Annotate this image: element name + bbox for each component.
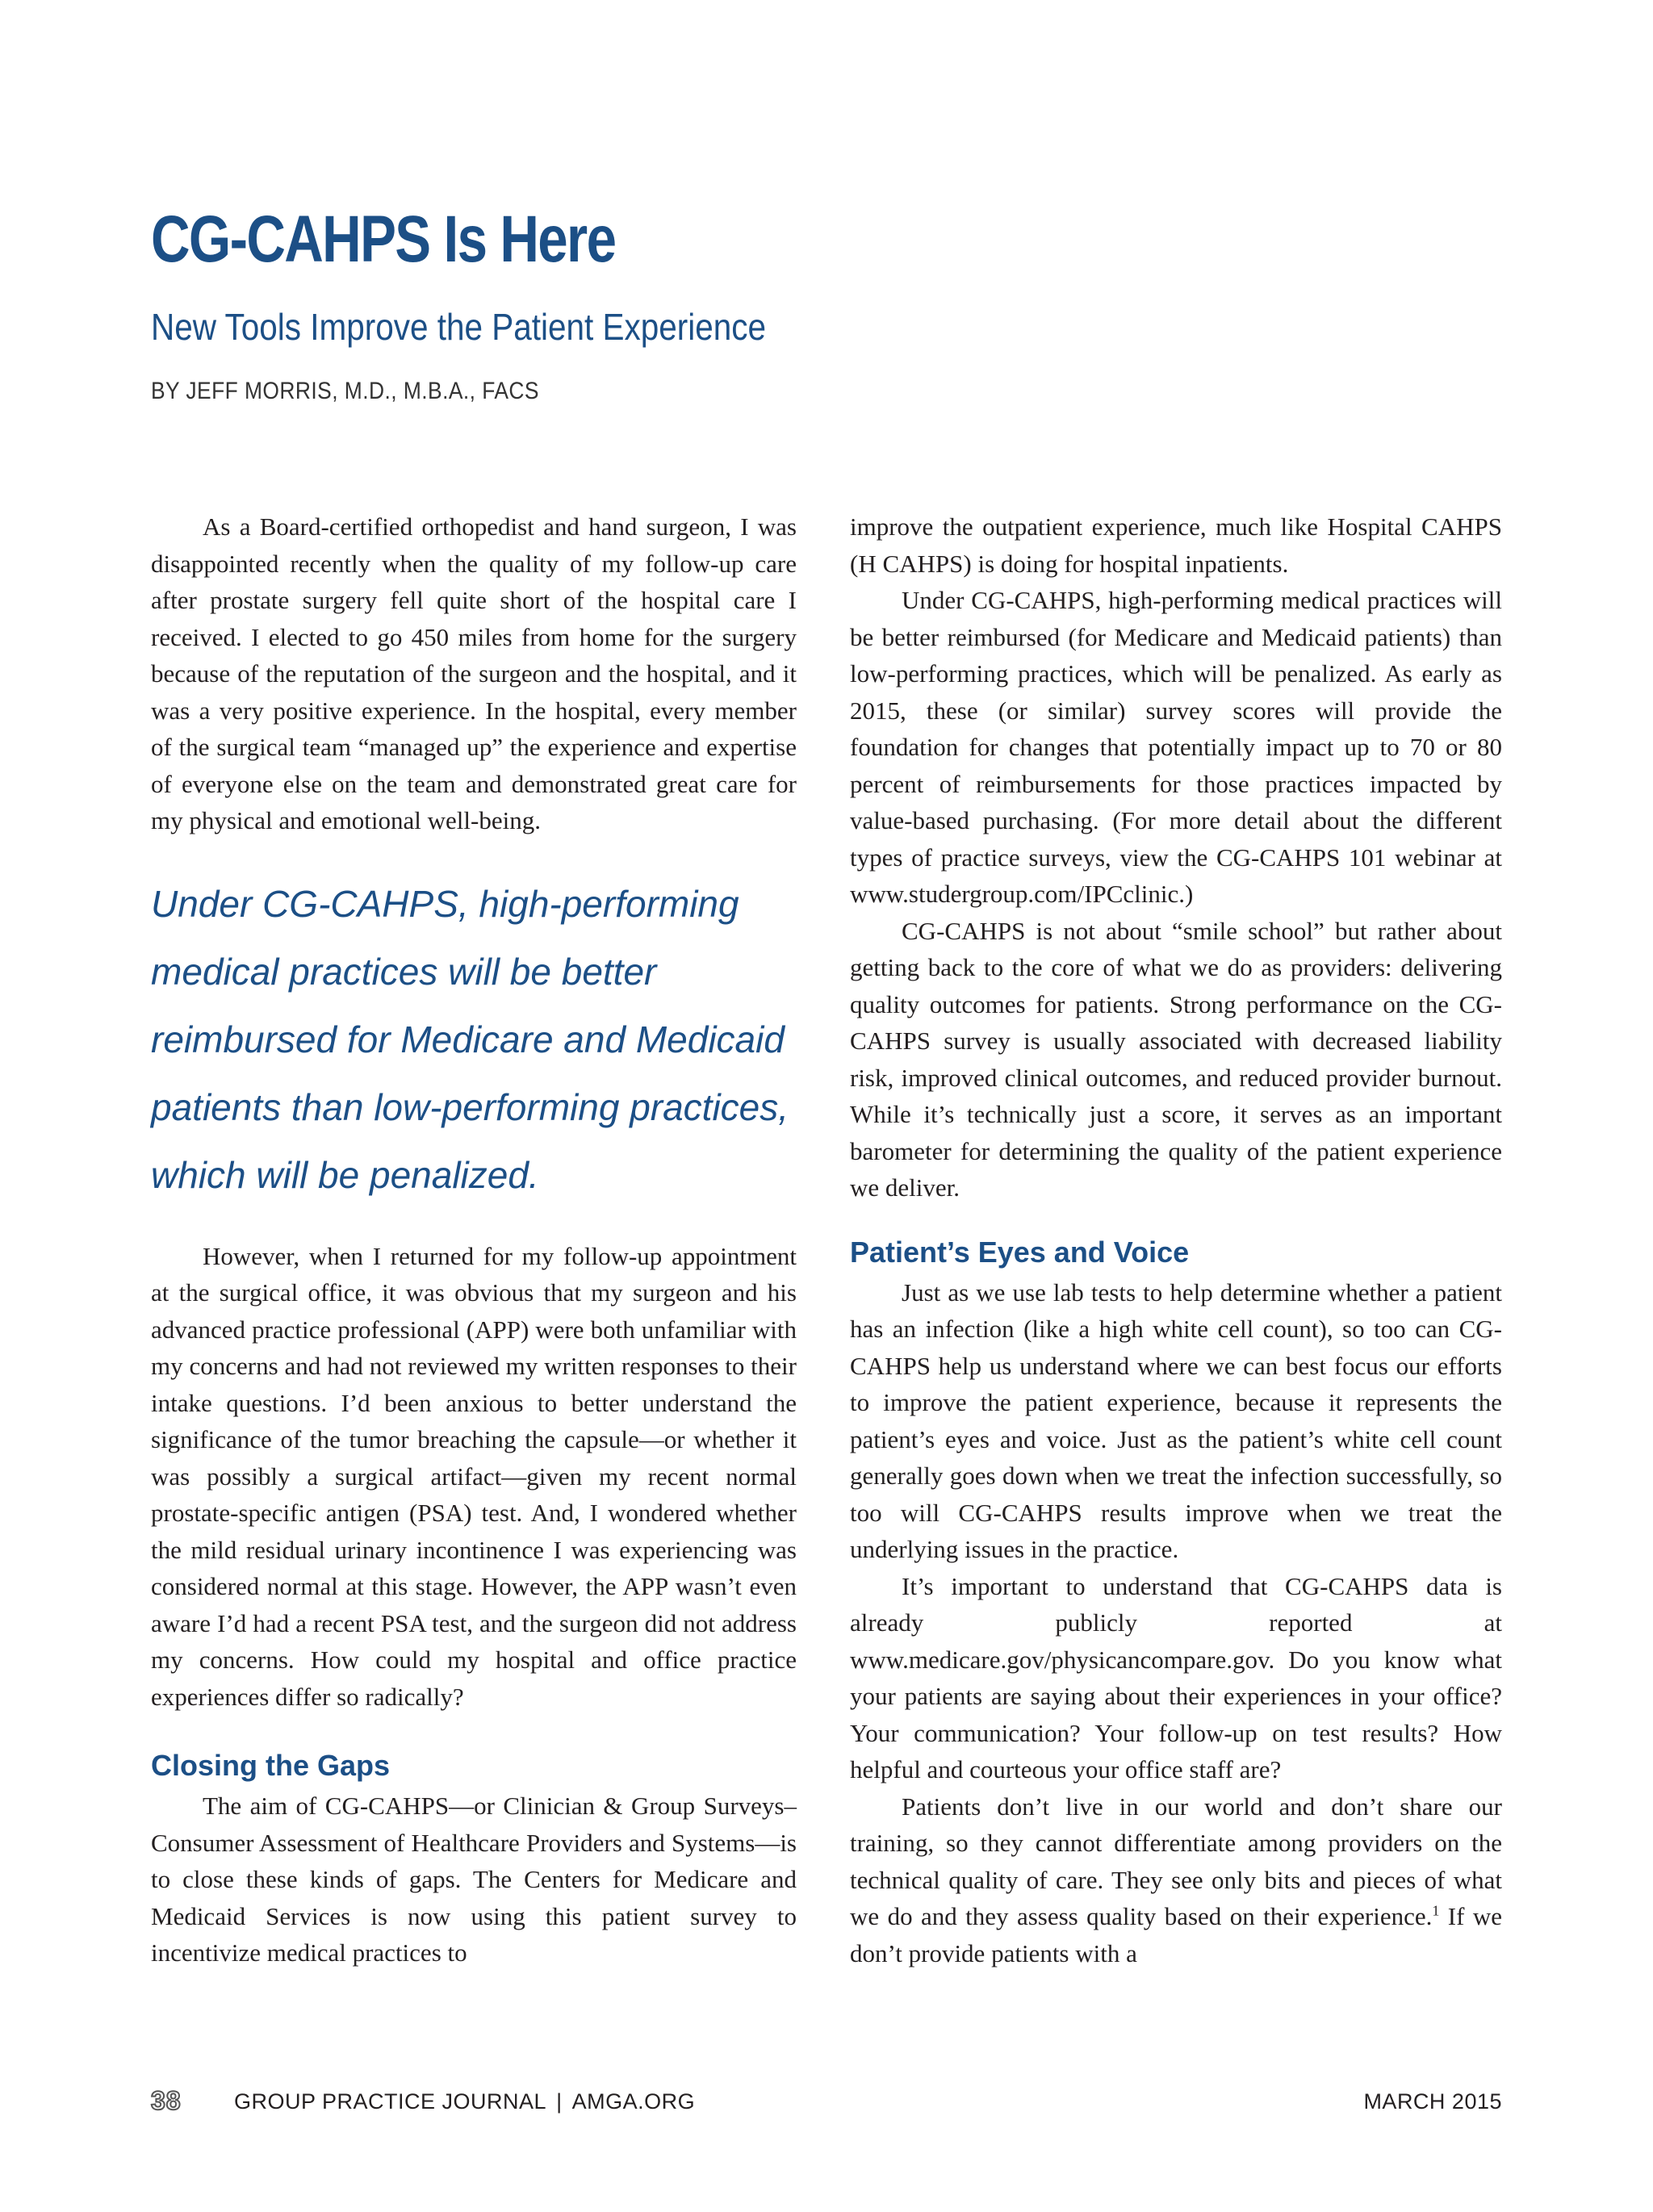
paragraph-text: If we don’t provide patients with a: [850, 1902, 1503, 1967]
paragraph-text: Patients don’t live in our world and don’t share our training, so they cannot differentiate among providers on the technical quality of care. They see only bits and pieces of what we do and they assess quality based on their experience.: [850, 1792, 1502, 1930]
body-paragraph: As a Board-certified orthopedist and hand surgeon, I was disappointed recently when the quality of my follow-up care after prostate surgery fell quite short of the hospital care I received. I elected to go 450 miles from home for the surgery because of the reputation of the surgeon and the hospital, and it was a very positive experience. In the hospital, every member of the surgical team “managed up” the experience and expertise of everyone else on the team and demonstrated great care for my physical and emotional well-being.: [151, 512, 797, 834]
right-column: [850, 508, 1502, 1972]
body-paragraph: However, when I returned for my follow-up appointment at the surgical office, it was obvious that my surgeon and his advanced practice professional (APP) were both unfamiliar with my concerns and had not reviewed my written responses to their intake questions. I’d been anxious to better understand the significance of the tumor breaching the capsule—or whether it was possibly a surgical artifact—given my recent normal prostate-specific antigen (PSA) test. And, I wondered whether the mild residual urinary incontinence I was experiencing was considered normal at this stage. However, the APP wasn’t even aware I’d had a recent PSA test, and the surgeon did not address my concerns. How could my hospital and office practice experiences differ so radically?: [151, 1241, 797, 1711]
issue-date: MARCH 2015: [1363, 2089, 1502, 2114]
article-subtitle: New Tools Improve the Patient Experience: [151, 306, 767, 348]
journal-site: AMGA.ORG: [571, 2089, 696, 2114]
author-byline: BY JEFF MORRIS, M.D., M.B.A., FACS: [151, 378, 539, 404]
pull-quote: Under CG-CAHPS, high-performing medical practices will be better reimbursed for Medicare and Medicaid patients than low-performing practices, which will be penalized.: [151, 882, 789, 1196]
body-paragraph: The aim of CG-CAHPS—or Clinician & Group Surveys–Consumer Assessment of Healthcare Providers and Systems—is to close these kinds of gaps. The Centers for Medicare and Medicaid Services is now using this patient survey to incentivize medical practices to: [151, 1792, 797, 1967]
article-title: CG-CAHPS Is Here: [151, 203, 616, 276]
footer-separator: |: [556, 2089, 563, 2114]
body-paragraph: It’s important to understand that CG-CAHPS data is already publicly reported at www.medicare.gov/physicancompare.gov. Do you know what your patients are saying about their experiences in your office? Your communication? Your follow-up on test results? How helpful and courteous your office staff are?: [850, 1571, 1502, 1783]
journal-title: GROUP PRACTICE JOURNAL: [234, 2089, 547, 2114]
body-paragraph: CG-CAHPS is not about “smile school” but rather about getting back to the core of what we do as providers: delivering quality outcomes for patients. Strong performance on the CG-CAHPS survey is usually associated with decreased liability risk, improved clinical outcomes, and reduced provider burnout. While it’s technically just a score, it serves as an important barometer for determining the quality of the patient experience we deliver.: [850, 916, 1502, 1202]
left-column: [151, 508, 797, 1972]
footnote-marker: 1: [1432, 1902, 1440, 1919]
body-paragraph: Just as we use lab tests to help determine whether a patient has an infection (like a high white cell count), so too can CG-CAHPS help us understand where we can best focus our efforts to improve the patient experience, because it represents the patient’s eyes and voice. Just as the patient’s white cell count generally goes down when we treat the infection successfully, so too will CG-CAHPS results improve when we treat the underlying issues in the practice.: [850, 1277, 1502, 1563]
page-footer: [151, 2086, 1502, 2118]
journal-name: [234, 2089, 695, 2114]
body-paragraph: Under CG-CAHPS, high-performing medical practices will be better reimbursed (for Medicare and Medicaid patients) than low-performing practices, which will be penalized. As early as 2015, these (or similar) survey scores will provide the foundation for changes that potentially impact up to 70 or 80 percent of reimbursements for those practices impacted by value-based purchasing. (For more detail about the different types of practice surveys, view the CG-CAHPS 101 webinar at www.studergroup.com/IPCclinic.): [850, 586, 1502, 908]
section-heading-closing-the-gaps: Closing the Gaps: [151, 1749, 391, 1782]
section-heading-patients-eyes-and-voice: Patient’s Eyes and Voice: [850, 1235, 1190, 1269]
body-paragraph: [850, 1788, 1502, 1972]
page-number: 38: [151, 2086, 182, 2115]
body-paragraph: improve the outpatient experience, much like Hospital CAHPS (H CAHPS) is doing for hospital inpatients.: [850, 512, 1502, 578]
